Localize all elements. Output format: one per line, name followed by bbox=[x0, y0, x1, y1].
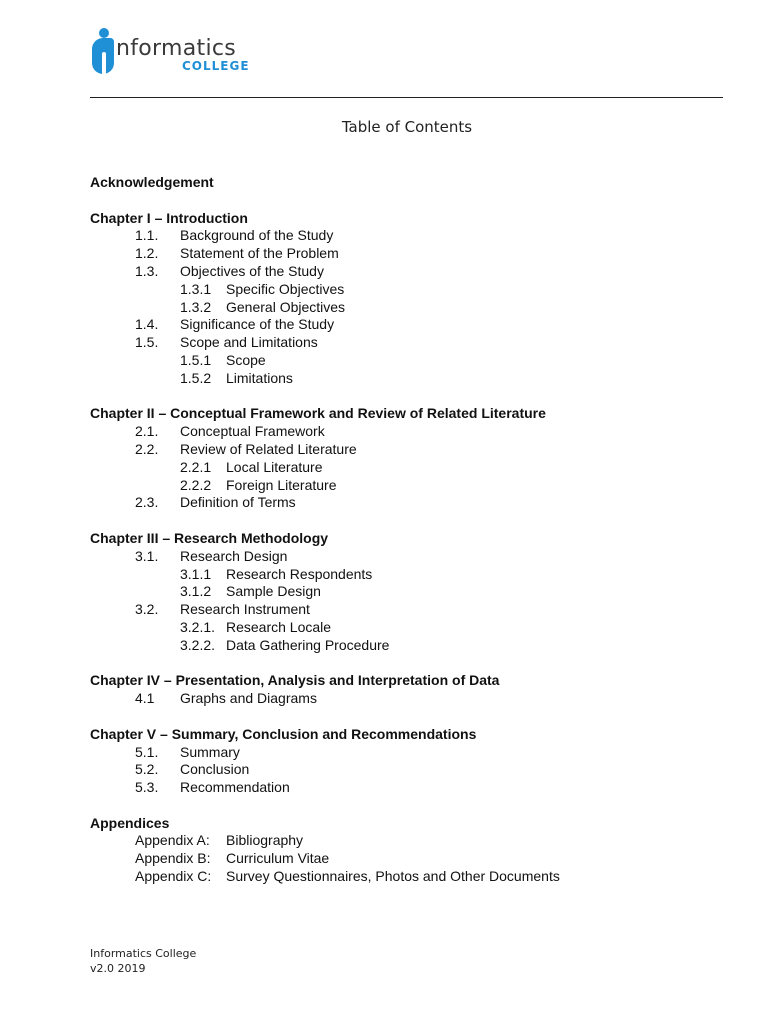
toc-entry-number: Appendix A: bbox=[135, 832, 210, 849]
toc-entry-title: Research Respondents bbox=[226, 565, 373, 582]
toc-entry-number: 3.1. bbox=[135, 547, 159, 564]
toc-entry-number: 1.3. bbox=[135, 262, 159, 279]
toc-spacer bbox=[90, 192, 546, 210]
toc-entry bbox=[90, 352, 546, 370]
toc-entry bbox=[90, 779, 546, 797]
toc-entry bbox=[90, 370, 546, 388]
toc-entry-title: Scope bbox=[226, 351, 266, 368]
toc-entry bbox=[90, 601, 546, 619]
toc-entry-title: Review of Related Literature bbox=[180, 440, 357, 457]
toc-entry bbox=[90, 690, 546, 708]
toc-entry-number: 2.3. bbox=[135, 494, 159, 511]
toc-entry-number: 5.2. bbox=[135, 761, 159, 778]
toc-entry-title: Conclusion bbox=[180, 761, 250, 778]
toc-entry bbox=[90, 227, 546, 245]
toc-entry-number: 1.5. bbox=[135, 334, 159, 351]
toc-entry-number: 5.3. bbox=[135, 779, 159, 796]
toc-entry-number: 3.1.2 bbox=[180, 583, 212, 600]
toc-entry-number: 1.3.2 bbox=[180, 298, 212, 315]
toc-entry bbox=[90, 494, 546, 512]
toc-entry bbox=[90, 334, 546, 352]
toc-heading: Chapter III – Research Methodology bbox=[90, 529, 329, 546]
toc-entry bbox=[90, 619, 546, 637]
toc-entry bbox=[90, 744, 546, 762]
toc-entry-title: General Objectives bbox=[226, 298, 346, 315]
toc-spacer bbox=[90, 655, 546, 673]
toc-entry-number: Appendix C: bbox=[135, 868, 212, 885]
toc-entry-title: Research Locale bbox=[226, 618, 332, 635]
toc-entry-number: 2.2. bbox=[135, 440, 159, 457]
toc-entry-title: Background of the Study bbox=[180, 227, 334, 244]
toc-entry-number: 2.2.1 bbox=[180, 458, 212, 475]
toc-entry-number: 1.4. bbox=[135, 316, 159, 333]
toc-entry-title: Definition of Terms bbox=[180, 494, 296, 511]
toc-entry-title: Survey Questionnaires, Photos and Other Documents bbox=[226, 868, 560, 885]
toc-entry-number: 3.1.1 bbox=[180, 565, 212, 582]
informatics-college-logo bbox=[92, 28, 272, 76]
toc-entry bbox=[90, 423, 546, 441]
toc-entry-title: Significance of the Study bbox=[180, 316, 335, 333]
footer-institution: Informatics College bbox=[90, 947, 197, 960]
logo-wordmark: nformatics bbox=[116, 36, 237, 61]
toc-entry-title: Sample Design bbox=[226, 583, 321, 600]
toc-entry bbox=[90, 583, 546, 601]
logo-i-mark bbox=[92, 38, 114, 74]
toc-entry-number: 3.2.2. bbox=[180, 636, 216, 653]
toc-spacer bbox=[90, 512, 546, 530]
toc-entry-title: Limitations bbox=[226, 369, 293, 386]
toc-entry-title: Data Gathering Procedure bbox=[226, 636, 390, 653]
toc-entry bbox=[90, 566, 546, 584]
toc-appendix-entry bbox=[90, 850, 546, 868]
toc-entry-title: Recommendation bbox=[180, 779, 290, 796]
toc-entry-title: Bibliography bbox=[226, 832, 304, 849]
logo-subtitle: COLLEGE bbox=[182, 59, 250, 73]
header-divider bbox=[90, 97, 723, 98]
toc-entry bbox=[90, 281, 546, 299]
toc-heading: Appendices bbox=[90, 814, 170, 831]
toc-entry bbox=[90, 477, 546, 495]
toc-entry bbox=[90, 299, 546, 317]
toc-heading: Chapter I – Introduction bbox=[90, 209, 248, 226]
toc-entry bbox=[90, 459, 546, 477]
toc-appendix-entry bbox=[90, 868, 560, 886]
toc-entry-title: Research Design bbox=[180, 547, 288, 564]
toc-entry-title: Objectives of the Study bbox=[180, 262, 324, 279]
toc-entry bbox=[90, 441, 546, 459]
toc-entry-number: 5.1. bbox=[135, 743, 159, 760]
toc-entry-number: 1.5.1 bbox=[180, 351, 212, 368]
toc-spacer bbox=[90, 708, 546, 726]
toc-entry-number: 4.1 bbox=[135, 690, 155, 707]
toc-entry-number: 1.3.1 bbox=[180, 280, 212, 297]
toc-spacer bbox=[90, 797, 546, 815]
toc-heading: Chapter II – Conceptual Framework and Review of Related Literature bbox=[90, 405, 546, 422]
toc-entry bbox=[90, 548, 546, 566]
toc-entry bbox=[90, 316, 546, 334]
toc-entry-title: Scope and Limitations bbox=[180, 334, 318, 351]
toc-entry-number: 1.2. bbox=[135, 245, 159, 262]
toc-entry-number: Appendix B: bbox=[135, 850, 211, 867]
toc-appendix-entry bbox=[90, 832, 546, 850]
toc-entry-title: Research Instrument bbox=[180, 601, 310, 618]
toc-entry bbox=[90, 263, 546, 281]
toc-heading: Chapter IV – Presentation, Analysis and Interpretation of Data bbox=[90, 672, 500, 689]
toc-entry-number: 1.5.2 bbox=[180, 369, 212, 386]
toc-entry bbox=[90, 245, 546, 263]
toc-spacer bbox=[90, 388, 546, 406]
toc-entry-title: Graphs and Diagrams bbox=[180, 690, 317, 707]
toc-entry-title: Specific Objectives bbox=[226, 280, 345, 297]
toc-heading: Chapter V – Summary, Conclusion and Recommendations bbox=[90, 725, 477, 742]
toc-entry-title: Curriculum Vitae bbox=[226, 850, 330, 867]
toc-entry-title: Summary bbox=[180, 743, 240, 760]
toc-entry bbox=[90, 761, 546, 779]
footer bbox=[90, 946, 196, 976]
logo-i-dot bbox=[99, 28, 109, 38]
toc-heading: Acknowledgement bbox=[90, 174, 214, 190]
footer-version: v2.0 2019 bbox=[90, 962, 146, 975]
page-title: Table of Contents bbox=[341, 118, 473, 136]
toc-entry-number: 3.2.1. bbox=[180, 618, 216, 635]
toc-entry-number: 2.1. bbox=[135, 423, 159, 440]
toc-entry-title: Conceptual Framework bbox=[180, 423, 325, 440]
toc-entry-number: 3.2. bbox=[135, 601, 159, 618]
toc-entry-title: Foreign Literature bbox=[226, 476, 337, 493]
toc-entry-title: Statement of the Problem bbox=[180, 245, 339, 262]
toc-entry-number: 2.2.2 bbox=[180, 476, 212, 493]
toc-entry bbox=[90, 637, 546, 655]
toc-entry-number: 1.1. bbox=[135, 227, 159, 244]
table-of-contents bbox=[90, 174, 560, 886]
toc-entry-title: Local Literature bbox=[226, 458, 323, 475]
